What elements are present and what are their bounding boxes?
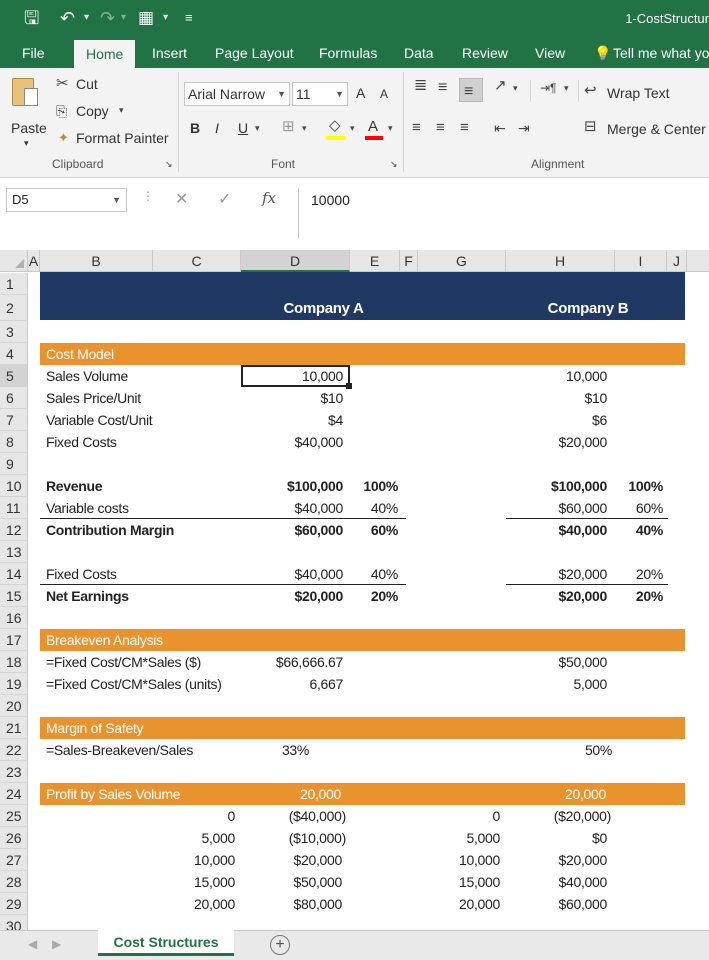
borders-quick-icon[interactable]: ▦ — [138, 8, 155, 27]
variable-costs-label[interactable]: Variable costs — [46, 500, 129, 516]
sales-volume-a[interactable]: 10,000 — [301, 368, 343, 384]
ribbon-tabs — [0, 38, 709, 68]
profit-volume-units-b[interactable]: 15,000 — [458, 874, 500, 890]
row-header[interactable]: 16 — [0, 607, 28, 629]
merge-center-button[interactable]: Merge & Center — [607, 121, 706, 137]
font-size-select[interactable] — [292, 82, 348, 106]
name-box-value: D5 — [12, 192, 29, 207]
fixed-costs-income-b[interactable]: $20,000 — [558, 566, 607, 582]
row-header[interactable]: 29 — [0, 893, 28, 915]
tab-page-layout[interactable]: Page Layout — [215, 45, 294, 61]
clipboard-group-label: Clipboard — [52, 157, 104, 171]
cancel-icon[interactable]: ✕ — [175, 191, 189, 208]
row-header[interactable]: 15 — [0, 585, 28, 607]
bold-button[interactable]: B — [190, 120, 201, 136]
row-header[interactable]: 1 — [0, 273, 28, 295]
net-earnings-b[interactable]: $20,000 — [558, 588, 607, 604]
text-direction-dropdown-icon[interactable]: ▾ — [564, 83, 569, 93]
formula-bar — [0, 178, 709, 238]
row-header[interactable]: 2 — [0, 295, 28, 321]
margin-of-safety-b[interactable]: 50% — [584, 742, 613, 758]
row-header[interactable]: 9 — [0, 453, 28, 475]
select-all-corner[interactable] — [0, 250, 28, 272]
column-header-d[interactable]: D — [241, 250, 350, 272]
profit-volume-units-a[interactable]: 15,000 — [193, 874, 235, 890]
profit-volume-header-a[interactable]: 20,000 — [299, 786, 342, 802]
title-bar — [0, 0, 709, 38]
formula-bar-grip-icon: ⋮ — [142, 189, 154, 203]
orientation-icon[interactable]: ↗ — [494, 77, 507, 94]
quick-dropdown-icon[interactable]: ▾ — [163, 12, 169, 23]
profit-volume-value-b[interactable]: $40,000 — [558, 874, 607, 890]
paste-dropdown-icon: ▾ — [24, 138, 29, 148]
variable-cost-b[interactable]: $6 — [592, 412, 607, 428]
profit-volume-value-b[interactable]: ($20,000) — [553, 808, 611, 824]
fill-handle[interactable] — [346, 383, 352, 389]
contribution-margin-label[interactable]: Contribution Margin — [46, 522, 175, 538]
row-header[interactable]: 4 — [0, 343, 28, 365]
breakeven-dollars-label[interactable]: =Fixed Cost/CM*Sales ($) — [46, 654, 202, 670]
profit-volume-value-a[interactable]: ($10,000) — [288, 830, 346, 846]
prev-sheet-icon[interactable]: ◀ — [28, 937, 38, 951]
underline-button[interactable]: U — [238, 120, 249, 136]
undo-icon[interactable]: ↶ — [60, 8, 76, 28]
margin-of-safety-header[interactable]: Margin of Safety — [46, 720, 144, 736]
revenue-a-pct[interactable]: 100% — [363, 478, 398, 494]
variable-costs-b[interactable]: $60,000 — [558, 500, 607, 516]
formula-input[interactable]: 10000 — [298, 188, 709, 238]
tab-formulas[interactable]: Formulas — [319, 45, 378, 61]
lightbulb-icon[interactable]: 💡 — [594, 45, 612, 61]
ribbon-separator — [530, 80, 531, 102]
column-header-filler — [687, 250, 709, 272]
net-earnings-a-pct[interactable]: 20% — [370, 588, 398, 604]
profit-volume-units-b[interactable]: 5,000 — [466, 830, 500, 846]
fixed-costs-income-b-pct[interactable]: 20% — [635, 566, 663, 582]
row-header[interactable]: 13 — [0, 541, 28, 563]
variable-costs-a[interactable]: $40,000 — [294, 500, 343, 516]
row-header[interactable]: 17 — [0, 629, 28, 651]
column-header-c[interactable]: C — [153, 250, 241, 272]
row-header[interactable]: 12 — [0, 519, 28, 541]
profit-volume-value-a[interactable]: $80,000 — [293, 896, 342, 912]
paste-button[interactable] — [6, 74, 48, 154]
profit-volume-units-a[interactable]: 10,000 — [193, 852, 235, 868]
column-header-h[interactable]: H — [506, 250, 615, 272]
align-bottom-button[interactable] — [459, 78, 483, 102]
underline-dropdown-icon[interactable]: ▾ — [255, 123, 260, 133]
font-color-button[interactable]: A — [368, 118, 379, 135]
fill-color-swatch — [326, 136, 346, 140]
copy-icon: ⎘ — [56, 103, 68, 119]
grow-font-button[interactable]: A — [356, 85, 366, 101]
fixed-costs-income-a[interactable]: $40,000 — [294, 566, 343, 582]
row-header[interactable]: 22 — [0, 739, 28, 761]
column-header-g[interactable]: G — [418, 250, 506, 272]
profit-volume-value-b[interactable]: $0 — [592, 830, 607, 846]
sheet-tab-cost-structures[interactable]: Cost Structures — [98, 930, 234, 956]
ribbon-separator — [178, 72, 179, 172]
profit-volume-value-b[interactable]: $20,000 — [558, 852, 607, 868]
column-header-e[interactable]: E — [350, 250, 400, 272]
fill-color-icon[interactable]: ◇ — [329, 117, 341, 134]
row-header[interactable]: 30 — [0, 915, 28, 930]
breakeven-units-a[interactable]: 6,667 — [309, 676, 343, 692]
orientation-dropdown-icon[interactable]: ▾ — [513, 83, 518, 93]
profit-volume-value-b[interactable]: $60,000 — [558, 896, 607, 912]
fixed-costs-income-label[interactable]: Fixed Costs — [46, 566, 117, 582]
breakeven-header[interactable]: Breakeven Analysis — [46, 632, 163, 648]
variable-cost-label[interactable]: Variable Cost/Unit — [46, 412, 153, 428]
decrease-indent-icon[interactable]: ⇤ — [494, 120, 506, 136]
column-header-a[interactable]: A — [28, 250, 40, 272]
font-name-value: Arial Narrow — [188, 86, 266, 102]
row-header[interactable]: 7 — [0, 409, 28, 431]
fixed-costs-b[interactable]: $20,000 — [558, 434, 607, 450]
font-launcher-icon[interactable]: ↘ — [390, 159, 398, 169]
profit-volume-value-a[interactable]: ($40,000) — [288, 808, 346, 824]
tab-review[interactable]: Review — [462, 45, 508, 61]
profit-volume-header-b[interactable]: 20,000 — [564, 786, 607, 802]
undo-dropdown-icon[interactable]: ▾ — [84, 12, 90, 23]
font-color-swatch — [365, 136, 383, 140]
fixed-costs-income-a-pct[interactable]: 40% — [370, 566, 398, 582]
tab-insert[interactable]: Insert — [152, 45, 188, 61]
alignment-group-label: Alignment — [531, 157, 585, 171]
tell-me-input[interactable]: Tell me what yo — [613, 45, 709, 61]
row-header[interactable]: 25 — [0, 805, 28, 827]
revenue-b-pct[interactable]: 100% — [628, 478, 663, 494]
variable-costs-a-pct[interactable]: 40% — [370, 500, 398, 516]
merge-center-icon: ⊟ — [584, 118, 597, 135]
row-header[interactable]: 14 — [0, 563, 28, 585]
font-name-select[interactable] — [184, 82, 290, 106]
ribbon — [0, 68, 709, 178]
fixed-costs-label[interactable]: Fixed Costs — [46, 434, 117, 450]
sales-price-a[interactable]: $10 — [320, 390, 343, 406]
tab-home[interactable]: Home — [74, 40, 135, 68]
column-header-b[interactable]: B — [40, 250, 153, 272]
sales-volume-b[interactable]: 10,000 — [565, 368, 607, 384]
chevron-down-icon: ▼ — [335, 89, 344, 99]
align-bottom-icon: ≡ — [464, 83, 474, 100]
profit-volume-units-a[interactable]: 20,000 — [193, 896, 235, 912]
breakeven-dollars-a[interactable]: $66,666.67 — [275, 654, 343, 670]
contribution-margin-b[interactable]: $40,000 — [558, 522, 607, 538]
row-header[interactable]: 11 — [0, 497, 28, 519]
font-color-dropdown-icon[interactable]: ▾ — [388, 123, 393, 133]
profit-volume-units-a[interactable]: 5,000 — [201, 830, 235, 846]
cost-model-band — [40, 343, 685, 365]
column-header-f[interactable]: F — [400, 250, 418, 272]
row-header[interactable]: 6 — [0, 387, 28, 409]
borders-dropdown-icon[interactable]: ▾ — [302, 123, 307, 133]
ribbon-separator — [403, 72, 404, 172]
profit-volume-header[interactable]: Profit by Sales Volume — [46, 786, 181, 802]
window-title: 1-CostStructur — [625, 11, 709, 26]
align-middle-icon[interactable]: ≡ — [438, 79, 448, 96]
customize-toolbar-icon[interactable]: ≡ — [185, 10, 193, 25]
insert-function-button[interactable]: fx — [262, 189, 277, 207]
breakeven-units-label[interactable]: =Fixed Cost/CM*Sales (units) — [46, 676, 222, 692]
contribution-margin-a-pct[interactable]: 60% — [370, 522, 398, 538]
net-earnings-a[interactable]: $20,000 — [294, 588, 343, 604]
row-header[interactable]: 18 — [0, 651, 28, 673]
margin-of-safety-a[interactable]: 33% — [281, 742, 310, 758]
cost-model-header[interactable]: Cost Model — [46, 346, 114, 362]
save-icon[interactable]: 🖫 — [24, 8, 40, 28]
company-b-header[interactable]: Company B — [547, 300, 629, 317]
sales-volume-label[interactable]: Sales Volume — [46, 368, 129, 384]
column-header-j[interactable]: J — [667, 250, 687, 272]
row-header[interactable]: 21 — [0, 717, 28, 739]
add-sheet-button[interactable]: + — [270, 935, 290, 955]
profit-volume-units-b[interactable]: 20,000 — [458, 896, 500, 912]
contribution-margin-b-pct[interactable]: 40% — [635, 522, 663, 538]
tab-view[interactable]: View — [535, 45, 566, 61]
row-header[interactable]: 19 — [0, 673, 28, 695]
breakeven-dollars-b[interactable]: $50,000 — [558, 654, 607, 670]
profit-volume-units-b[interactable]: 10,000 — [458, 852, 500, 868]
select-all-icon — [15, 259, 24, 268]
align-center-icon[interactable]: ≡ — [436, 119, 445, 136]
format-painter-icon: ✦ — [58, 130, 69, 145]
text-direction-icon[interactable]: ⇥¶ — [540, 81, 557, 95]
row-header[interactable]: 27 — [0, 849, 28, 871]
breakeven-units-b[interactable]: 5,000 — [573, 676, 607, 692]
redo-dropdown-icon: ▾ — [121, 12, 127, 23]
row-header[interactable]: 28 — [0, 871, 28, 893]
next-sheet-icon[interactable]: ▶ — [52, 937, 62, 951]
enter-icon[interactable]: ✓ — [218, 191, 232, 208]
sales-price-label[interactable]: Sales Price/Unit — [46, 390, 141, 406]
row-header[interactable]: 8 — [0, 431, 28, 453]
fixed-costs-a[interactable]: $40,000 — [294, 434, 343, 450]
borders-icon[interactable]: ⊞ — [282, 118, 295, 135]
scissors-icon: ✂ — [56, 75, 69, 92]
name-box[interactable] — [6, 188, 127, 212]
font-group-label: Font — [271, 157, 296, 171]
variable-costs-b-pct[interactable]: 60% — [635, 500, 663, 516]
tab-data[interactable]: Data — [404, 45, 434, 61]
company-a-header[interactable]: Company A — [283, 300, 364, 317]
italic-button[interactable]: I — [215, 120, 219, 136]
chevron-down-icon: ▼ — [277, 89, 286, 99]
increase-indent-icon[interactable]: ⇥ — [518, 120, 530, 136]
align-top-icon[interactable]: ≣ — [414, 77, 428, 94]
sheet-tab-bar — [0, 930, 709, 960]
profit-volume-units-b[interactable]: 0 — [492, 808, 500, 824]
wrap-text-icon: ↩ — [584, 82, 597, 99]
net-earnings-b-pct[interactable]: 20% — [635, 588, 663, 604]
font-size-value: 11 — [296, 86, 311, 102]
revenue-label[interactable]: Revenue — [46, 478, 103, 494]
row-header[interactable]: 5 — [0, 365, 28, 387]
revenue-a[interactable]: $100,000 — [287, 478, 343, 494]
variable-cost-a[interactable]: $4 — [328, 412, 343, 428]
revenue-b[interactable]: $100,000 — [551, 478, 607, 494]
ribbon-separator — [578, 80, 579, 102]
row-header[interactable]: 26 — [0, 827, 28, 849]
contribution-margin-a[interactable]: $60,000 — [294, 522, 343, 538]
shrink-font-button[interactable]: A — [380, 87, 389, 101]
column-header-i[interactable]: I — [615, 250, 667, 272]
row-header[interactable]: 3 — [0, 321, 28, 343]
align-right-icon[interactable]: ≡ — [460, 119, 469, 136]
spreadsheet-grid[interactable] — [0, 250, 709, 930]
row-header[interactable]: 10 — [0, 475, 28, 497]
profit-volume-units-a[interactable]: 0 — [227, 808, 235, 824]
selected-cell-outline[interactable] — [241, 365, 350, 387]
wrap-text-button[interactable]: Wrap Text — [607, 85, 670, 101]
copy-button[interactable]: Copy — [76, 103, 109, 119]
clipboard-launcher-icon[interactable]: ↘ — [165, 159, 173, 169]
margin-of-safety-label[interactable]: =Sales-Breakeven/Sales — [46, 742, 194, 758]
sales-price-b[interactable]: $10 — [584, 390, 607, 406]
paste-label: Paste — [11, 120, 47, 136]
row-header[interactable]: 24 — [0, 783, 28, 805]
row-header[interactable]: 23 — [0, 761, 28, 783]
profit-volume-value-a[interactable]: $20,000 — [293, 852, 342, 868]
paper-icon — [24, 88, 38, 106]
net-earnings-label[interactable]: Net Earnings — [46, 588, 129, 604]
cut-button[interactable]: Cut — [76, 76, 98, 92]
align-left-icon[interactable]: ≡ — [412, 119, 421, 136]
chevron-down-icon: ▼ — [112, 195, 121, 205]
format-painter-button[interactable]: Format Painter — [76, 130, 169, 146]
profit-volume-value-a[interactable]: $50,000 — [293, 874, 342, 890]
row-header[interactable]: 20 — [0, 695, 28, 717]
copy-dropdown-icon[interactable]: ▾ — [119, 105, 124, 115]
redo-icon: ↷ — [100, 8, 116, 28]
tab-file[interactable]: File — [22, 45, 45, 61]
fill-dropdown-icon[interactable]: ▾ — [350, 123, 355, 133]
